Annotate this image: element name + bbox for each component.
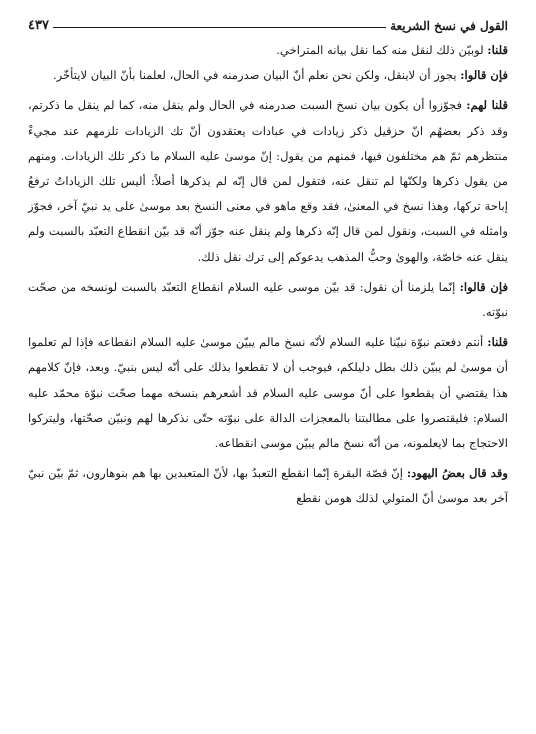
- paragraph-text: لوبيّن ذلك لنقل منه كما نقل بيانه المتراخي.: [276, 43, 488, 57]
- paragraph: [28, 275, 508, 325]
- paragraph: [28, 63, 508, 88]
- paragraph-lead: قلنا:: [487, 43, 508, 57]
- paragraph-lead: فإن قالوا:: [460, 68, 508, 83]
- paragraph-lead: قلنا:: [487, 335, 508, 350]
- running-head: [28, 10, 508, 32]
- paragraph-lead: قلنا لهم:: [466, 98, 508, 113]
- paragraph: [28, 330, 508, 456]
- paragraph-lead: فإن قالوا:: [459, 279, 508, 294]
- paragraph-text: إنّما يلزمنا أن نقول: قد بيّن موسى عليه السلام انقطاع التعبّد بالسبت لونسخه من صحّت نبوّته.: [28, 279, 508, 320]
- paragraph-text: إنّ قصّة البقرة إنّما انقطع التعبدُ بها، لأنّ المتعبدين بها هم بنوهارون، ثمّ بيّن نبيّ آخر بعد موسىٰ أنّ المتولي لذلك هومن نقطع: [28, 466, 508, 506]
- page-number: ٤٣٧: [28, 18, 49, 33]
- paragraph: [28, 93, 508, 269]
- paragraph-text: فجوّزوا أن يكون بيان نسخ السبت صدرمنه في الحال ولم ينقل منه، كما لم ينقل ما ذكرتم، وقد ذكر بعضهُم انّ حزقيل ذكر زيادات في عبادات يعتقدون أنّ تك الزيادات تلزمهم عند مجيءْ منتظرهم ثمّ هم مختلفون فيها، فمنهم من يقول: إنّ موسىٰ عليه السلام ما ذكر تلك الزيادات. ومنهم من يقول ذكرها ولكنّها لم تنقل عنه، فتقول لمن قال إنّه لم يذكرها أصلاً: أليس تلك الزياداتُ ترفعُ إباحة تركها، وهذا نسخ في المعنىٰ، فقد وقع ماهو في معنى النسخ بعد موسىٰ على يد نبيّ آخر، فجوّز وامثله في السبت، ونقول لمن قال إنّه ذكرها ولم ينقل عنه جوّز أنّه قد بيّن انقطاع التعبّد بالسبت ولم ينقل عنه خاصّة، والهوىٰ وحبُّ المذهب يدعوكم إلى ترك نقل ذلك.: [28, 98, 508, 264]
- book-page: [28, 10, 508, 726]
- running-head-title: القول في نسخ الشريعة: [390, 19, 508, 33]
- header-rule: [53, 27, 386, 28]
- paragraph-text: يجوز أن لاينقل، ولكن نحن نعلم أنّ البيان صدرمنه في الحال، لعلمنا بأنّ البيان لايتأخّر.: [52, 68, 461, 83]
- page-body: [28, 38, 508, 512]
- paragraph-text: أنتم دفعتم نبوّة نبيّنا عليه السلام لأنّه نسخ مالم يبيّن موسىٰ عليه السلام انقطاعه فإذا لم تعلموا أن موسىٰ لم يبيّن ذلك بطل دليلكم، فيوجب أن لا تقطعوا بذلك على أنّه ليس بنبيّ. وبعد، فإنّ كلامهم هذا يقتضي أن يقطعوا على أنّ موسى عليه السلام قد أشعرهم بنسخه مهما صحّت نبوّة محمّد عليه السلام: فليقتصروا على مطالبتنا بالمعجزات الدالة على نبوّته حتّى نذكرها لهم ونبيّن صحّتها، وليتركوا الاحتجاج بما لايعلمونه، من أنّه نسخ مالم يبيّن موسى انقطاعه.: [28, 335, 509, 451]
- paragraph-lead: وقد قال بعضُ اليهود:: [406, 466, 508, 481]
- paragraph: [28, 38, 508, 63]
- paragraph: [28, 461, 508, 511]
